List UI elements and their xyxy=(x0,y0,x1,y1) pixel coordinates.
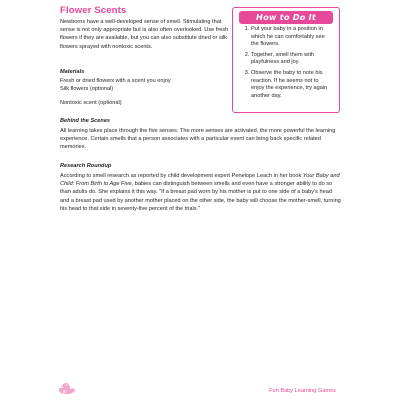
research-roundup-text xyxy=(60,172,342,213)
how-to-step: 1. Put your baby in a position in which he can comfortably see the flowers. xyxy=(251,26,333,49)
how-to-do-it-box xyxy=(232,7,340,113)
intro-paragraph: Newborns have a well-developed sense of smell. Stimulating that sense is not only appropriate but is also often overlooked. Use fresh flowers if they are available, but you can also substitute dried or silk flowers sprayed with nontoxic scents. xyxy=(60,19,229,50)
book-title: Your Baby and Child: From Birth to Age Five, xyxy=(60,173,340,188)
research-roundup-heading: Research Roundup xyxy=(60,163,112,169)
page-title: Flower Scents xyxy=(60,5,127,16)
materials-item: Fresh or dried flowers with a scent you enjoy xyxy=(60,78,171,84)
research-text-after: babies can distinguish between smells and even have a stronger ability to do so than adults do. She explains it this way. "If a breast pad worn by his mother is put to one side of a baby's head and a breast pad used by another mother placed on the other side, the baby will choose the mother-smell, turning his head to that side in seventy-five percent of the trials." xyxy=(60,181,341,212)
research-text-before: According to smell research as reported by child development expert Penelope Leach in her book xyxy=(60,173,303,179)
page-number: 6 xyxy=(63,389,66,394)
materials-item: Silk flowers (optional) xyxy=(60,86,114,92)
how-to-do-it-title: How to Do It xyxy=(239,11,333,24)
how-to-step: 2. Together, smell them with playfulness and joy. xyxy=(251,52,333,67)
behind-the-scenes-heading: Behind the Scenes xyxy=(60,118,111,124)
materials-heading: Materials xyxy=(60,69,85,75)
how-to-steps-list xyxy=(233,26,339,103)
behind-the-scenes-text: All learning takes place through the five senses. The more senses are activated, the more powerful the learning experience. Certain smells that a person associates with a particular event can bring back specific related memories. xyxy=(60,128,336,151)
footer-book-name: Fun Baby Learning Games xyxy=(269,388,336,394)
materials-item: Nontoxic scent (optional) xyxy=(60,100,122,106)
how-to-step: 3. Observe the baby to note his reaction. If he seems not to enjoy the experience, try again another day. xyxy=(251,70,333,100)
rubber-duck-icon xyxy=(57,381,77,397)
